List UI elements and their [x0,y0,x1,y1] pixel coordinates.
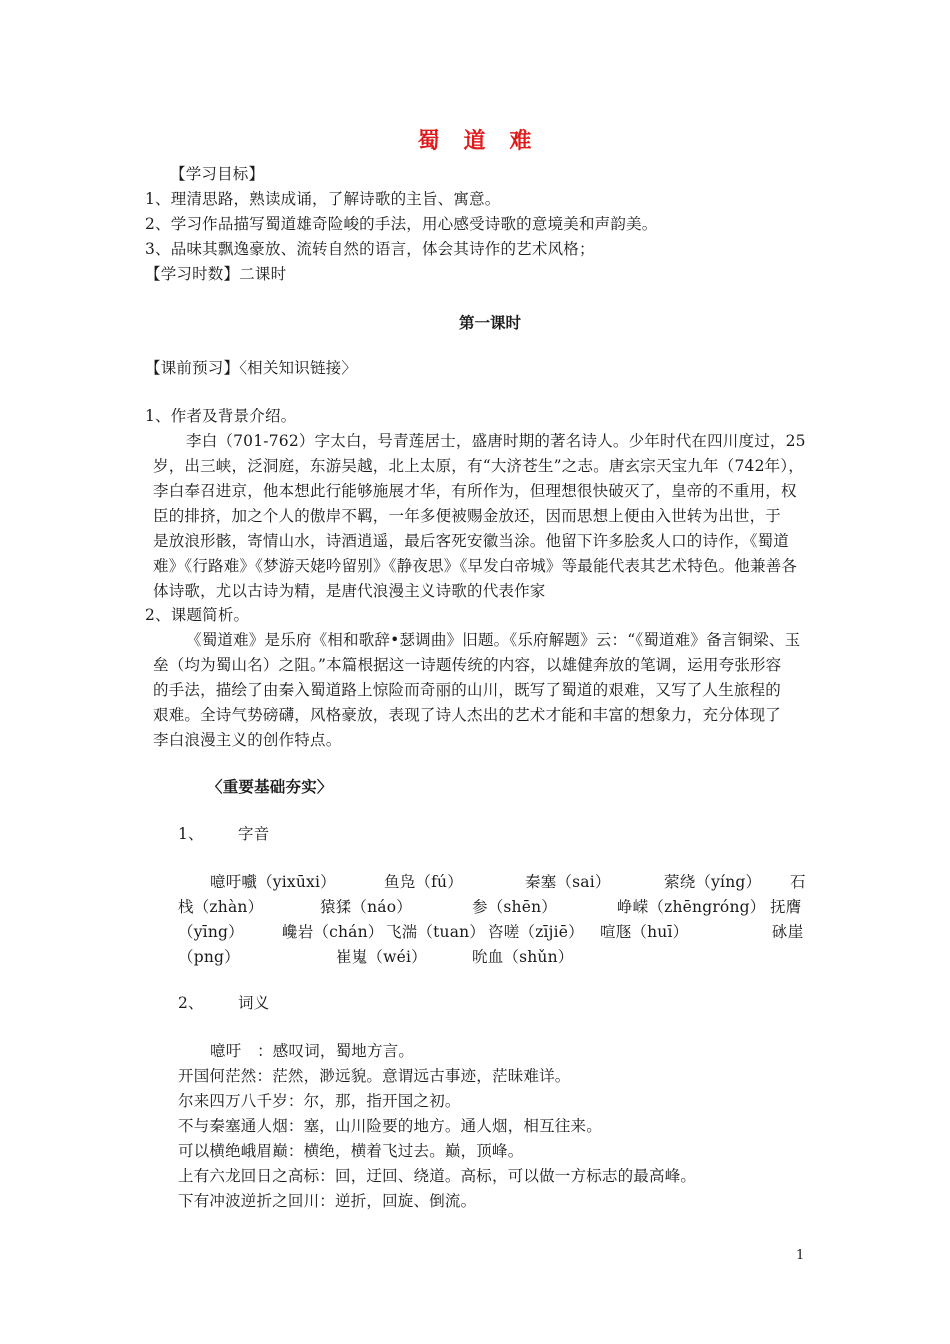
title-paragraph-line: 李白浪漫主义的创作特点。 [153,731,342,749]
study-hours: 【学习时数】二课时 [145,265,287,283]
pronunciation-item: 秦塞（sai） [525,873,611,891]
title-paragraph-line: 艰难。全诗气势磅礴，风格豪放，表现了诗人杰出的艺术才能和丰富的想象力，充分体现了 [153,706,782,724]
pronunciation-item: 鱼凫（fú） [384,873,463,891]
meaning-line: 下有冲波逆折之回川：逆折，回旋、倒流。 [178,1192,477,1210]
pronunciation-item: 参（shēn） [472,898,557,916]
pronunciation-item: 砯崖 [772,923,804,941]
meaning-line: 上有六龙回日之高标：回，迂回、绕道。高标，可以做一方标志的最高峰。 [178,1167,697,1185]
pronunciation-label: 字音 [238,825,270,843]
title-paragraph-line: 垒（均为蜀山名）之阻。”本篇根据这一诗题传统的内容，以雄健奔放的笔调，运用夸张形容 [153,656,782,674]
title-paragraph-line: 《蜀道难》是乐府《相和歌辞•瑟调曲》旧题。《乐府解题》云：“《蜀道难》备言铜梁、玉 [186,631,801,649]
author-paragraph-line: 是放浪形骸，寄情山水，诗酒逍遥，最后客死安徽当涂。他留下许多脍炙人口的诗作，《蜀道 [153,532,789,550]
author-section-heading: 1、作者及背景介绍。 [145,407,297,425]
author-paragraph-line: 臣的排挤，加之个人的傲岸不羁，一年多便被赐金放还，因而思想上便由入世转为出世，于 [153,507,782,525]
pronunciation-item: 咨嗟（zījiē） [488,923,584,941]
author-paragraph-line: 李白（701-762）字太白，号青莲居士，盛唐时期的著名诗人。少年时代在四川度过，25 [186,432,806,450]
pronunciation-item: 萦绕（yíng） [664,873,762,891]
title-section-heading: 2、课题简析。 [145,606,250,624]
author-paragraph-line: 体诗歌，尤以古诗为精，是唐代浪漫主义诗歌的代表作家 [153,582,546,600]
preview-heading: 【课前预习】〈相关知识链接〉 [145,359,358,377]
meaning-label: 词义 [238,994,270,1012]
pronunciation-item: 峥嵘（zhēngróng） [617,898,766,916]
lesson-heading: 第一课时 [458,313,521,332]
meaning-line: 噫吁 ：感叹词，蜀地方言。 [210,1042,415,1060]
pronunciation-item: 抚膺 [770,898,802,916]
objective-item: 2、学习作品描写蜀道雄奇险峻的手法，用心感受诗歌的意境美和声韵美。 [145,215,658,233]
meaning-number: 2、 [178,994,204,1012]
pronunciation-item: （yīng） [178,923,244,941]
pronunciation-item: （png） [178,948,240,966]
objectives-heading: 【学习目标】 [170,165,265,183]
objective-item: 3、品味其飘逸豪放、流转自然的语言，体会其诗作的艺术风格； [145,240,595,258]
pronunciation-item: 石 [790,873,806,891]
page-title: 蜀 道 难 [417,128,533,154]
pronunciation-item: 飞湍（tuan） [386,923,486,941]
basics-heading: 〈重要基础夯实〉 [207,777,333,796]
pronunciation-item: 猿猱（náo） [320,898,412,916]
meaning-line: 尔来四万八千岁：尔，那，指开国之初。 [178,1092,461,1110]
meaning-line: 可以横绝峨眉巅：横绝，横着飞过去。巅，顶峰。 [178,1142,524,1160]
pronunciation-item: 吮血（shǔn） [472,948,574,966]
page-number: 1 [796,1248,805,1263]
author-paragraph-line: 难》《行路难》《梦游天姥吟留别》《静夜思》《早发白帝城》等最能代表其艺术特色。他兼善各 [153,557,798,575]
title-paragraph-line: 的手法，描绘了由秦入蜀道路上惊险而奇丽的山川，既写了蜀道的艰难，又写了人生旅程的 [153,681,782,699]
author-paragraph-line: 李白奉召进京，他本想此行能够施展才华，有所作为，但理想很快破灭了，皇帝的不重用，权 [153,482,797,500]
pronunciation-number: 1、 [178,825,204,843]
pronunciation-item: 崔嵬（wéi） [336,948,427,966]
pronunciation-item: 喧豗（huī） [600,923,689,941]
meaning-line: 开国何茫然：茫然，渺远貌。意谓远古事迹，茫昧难详。 [178,1067,571,1085]
meaning-line: 不与秦塞通人烟：塞，山川险要的地方。通人烟，相互往来。 [178,1117,602,1135]
objective-item: 1、理清思路，熟读成诵，了解诗歌的主旨、寓意。 [145,190,501,208]
pronunciation-item: 噫吁嚱（yixūxi） [210,873,336,891]
author-paragraph-line: 岁，出三峡，泛洞庭，东游吴越，北上太原，有“大济苍生”之志。唐玄宗天宝九年（742年）， [153,457,804,475]
pronunciation-item: 栈（zhàn） [178,898,264,916]
pronunciation-item: 巉岩（chán） [282,923,384,941]
